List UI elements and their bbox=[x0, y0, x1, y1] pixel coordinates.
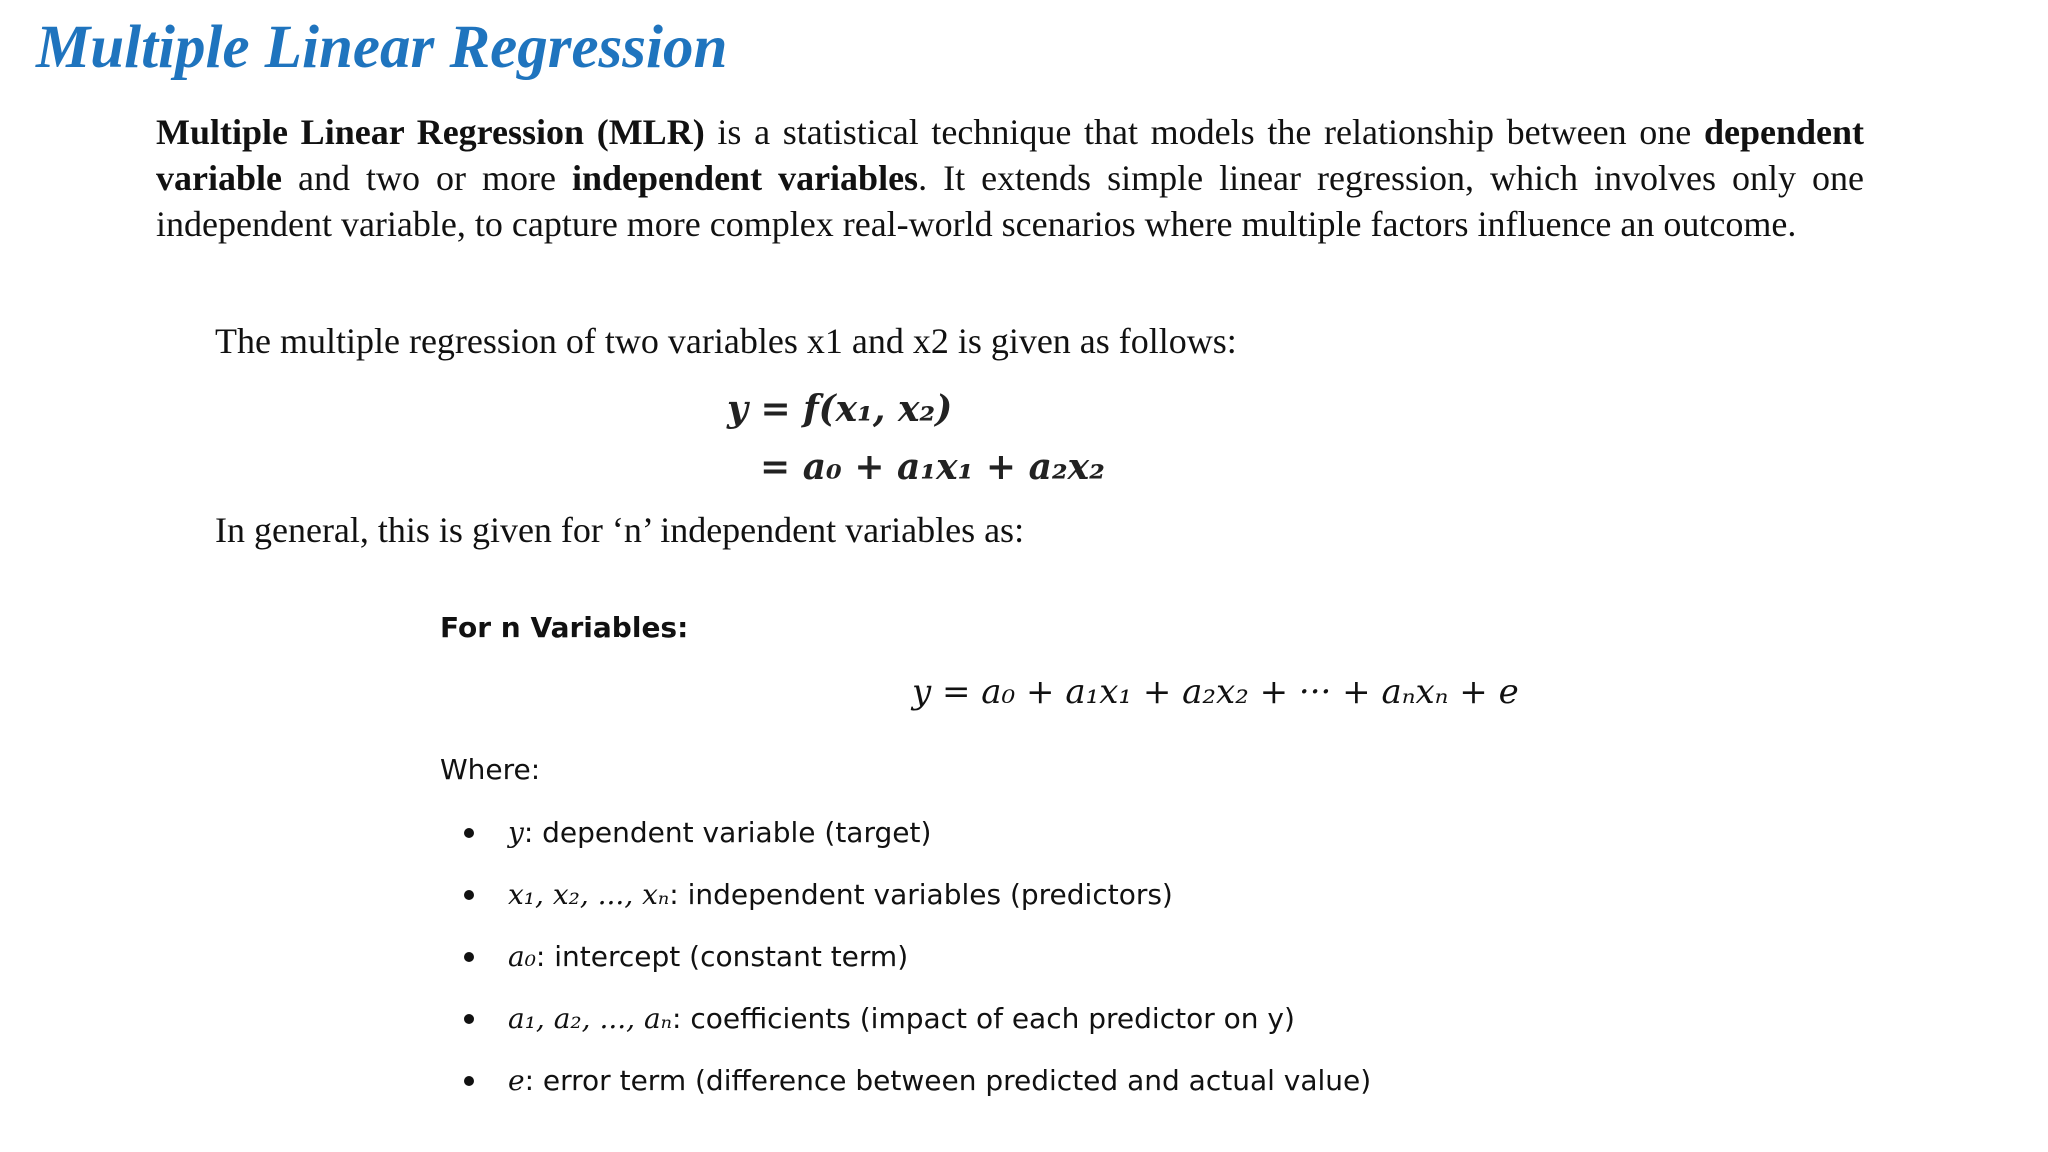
definition-symbol: a₁, a₂, ..., aₙ bbox=[508, 1002, 672, 1035]
definition-text: : coefficients (impact of each predictor on y) bbox=[671, 1002, 1295, 1035]
intro-paragraph bbox=[156, 109, 1864, 247]
bullet-icon bbox=[464, 952, 474, 962]
mlr-term: Multiple Linear Regression (MLR) bbox=[156, 112, 705, 152]
n-variables-heading: For n Variables: bbox=[440, 611, 689, 644]
intro-text-a: is a statistical technique that models the relationship between one bbox=[704, 112, 1704, 152]
page-title: Multiple Linear Regression bbox=[36, 14, 728, 81]
definition-item bbox=[462, 1056, 1371, 1118]
general-sentence: In general, this is given for ‘n’ independent variables as: bbox=[215, 510, 1025, 550]
definition-item bbox=[462, 808, 1371, 870]
definition-item bbox=[462, 870, 1371, 932]
definition-symbol: x₁, x₂, ..., xₙ bbox=[508, 878, 670, 911]
two-variable-equation-line2: = a₀ + a₁x₁ + a₂x₂ bbox=[760, 446, 1105, 488]
definition-list bbox=[462, 808, 1371, 1118]
bullet-icon bbox=[464, 828, 474, 838]
intro-text-b: and two or more bbox=[281, 158, 572, 198]
definition-symbol: y bbox=[508, 816, 524, 849]
definition-text: : independent variables (predictors) bbox=[669, 878, 1173, 911]
independent-variables-term: independent variables bbox=[572, 158, 919, 198]
definition-item bbox=[462, 994, 1371, 1056]
definition-symbol: e bbox=[508, 1064, 525, 1097]
dependent-variable-term: dependent variable bbox=[156, 112, 1864, 198]
two-variable-equation-line1: y = f(x₁, x₂) bbox=[727, 388, 953, 430]
intro-text-c: . It extends simple linear regression, which involves only one independent variable, to capture more complex real-world scenarios where multiple factors influence an outcome. bbox=[156, 158, 1865, 244]
definition-text: : intercept (constant term) bbox=[535, 940, 909, 973]
where-label: Where: bbox=[440, 753, 541, 786]
definition-item bbox=[462, 932, 1371, 994]
n-variables-equation: y = a₀ + a₁x₁ + a₂x₂ + ··· + aₙxₙ + e bbox=[912, 672, 1519, 712]
bullet-icon bbox=[464, 890, 474, 900]
bullet-icon bbox=[464, 1076, 474, 1086]
definition-symbol: a₀ bbox=[508, 940, 536, 973]
definition-text: : dependent variable (target) bbox=[523, 816, 932, 849]
bullet-icon bbox=[464, 1014, 474, 1024]
definition-text: : error term (difference between predicted and actual value) bbox=[524, 1064, 1372, 1097]
two-variable-sentence: The multiple regression of two variables x1 and x2 is given as follows: bbox=[215, 321, 1237, 361]
